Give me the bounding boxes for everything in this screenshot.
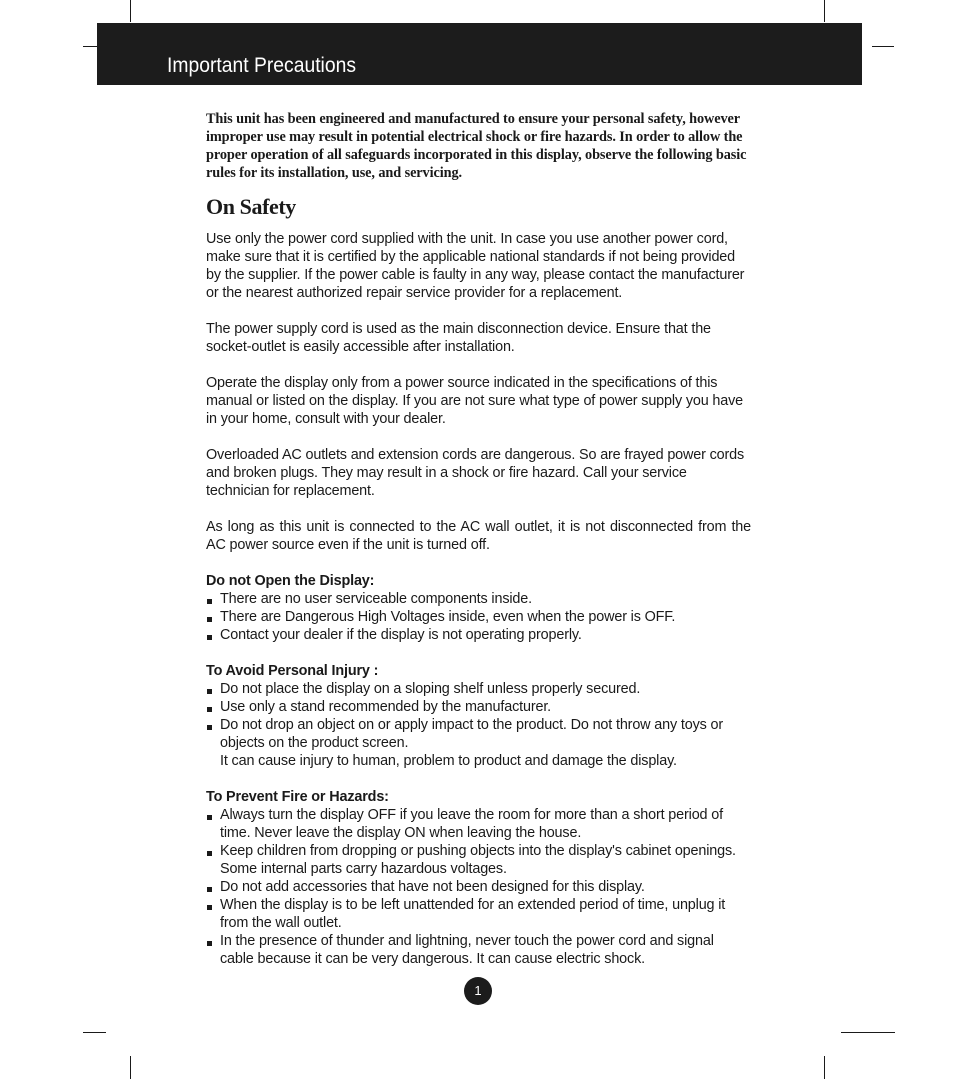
- page-number: 1: [464, 977, 492, 1005]
- crop-mark-bottom-left-v: [130, 1056, 131, 1079]
- crop-mark-bottom-right-v: [824, 1056, 825, 1079]
- safety-paragraph-2: The power supply cord is used as the main disconnection device. Ensure that the socket-outlet is easily accessible after installation.: [206, 321, 711, 355]
- list-item-text: Keep children from dropping or pushing objects into the display's cabinet openings. Some internal parts carry hazardous voltages.: [220, 843, 736, 877]
- list-item: [206, 698, 751, 716]
- list-item: [206, 878, 751, 896]
- bullet-icon: [207, 635, 212, 640]
- intro-paragraph: This unit has been engineered and manufactured to ensure your personal safety, however improper use may result in potential electrical shock or fire hazards. In order to allow the proper operation of all safeguards incorporated in this display, observe the following basic rules for its installation, use, and servicing.: [206, 111, 747, 181]
- content: [206, 110, 751, 968]
- list-item: [206, 590, 751, 608]
- bullet-icon: [207, 887, 212, 892]
- bullet-icon: [207, 707, 212, 712]
- list-item-text: Use only a stand recommended by the manufacturer.: [220, 699, 552, 715]
- subheading-avoid-injury: To Avoid Personal Injury :: [206, 663, 379, 679]
- safety-paragraph-1: Use only the power cord supplied with the unit. In case you use another power cord, make sure that it is certified by the applicable national standards if not being provided by the supplier. If the power cable is faulty in any way, please contact the manufacturer or the nearest authorized repair service provider for a replacement.: [206, 231, 745, 301]
- list-item-text: There are Dangerous High Voltages inside, even when the power is OFF.: [220, 609, 676, 625]
- list-item: [206, 842, 751, 878]
- subheading-do-not-open: Do not Open the Display:: [206, 573, 375, 589]
- list-item-text: Do not place the display on a sloping shelf unless properly secured.: [220, 681, 641, 697]
- list-do-not-open: [206, 590, 751, 644]
- crop-mark-top-right-v: [824, 0, 825, 22]
- crop-mark-top-right-h: [872, 46, 894, 47]
- crop-mark-top-left-v: [130, 0, 131, 22]
- bullet-icon: [207, 599, 212, 604]
- bullet-icon: [207, 815, 212, 820]
- bullet-icon: [207, 689, 212, 694]
- bullet-icon: [207, 905, 212, 910]
- list-avoid-injury: [206, 680, 751, 770]
- page-title: Important Precautions: [167, 54, 357, 77]
- list-item-text: Do not add accessories that have not been designed for this display.: [220, 879, 645, 895]
- crop-mark-bottom-right-h: [841, 1032, 895, 1033]
- list-item-text: There are no user serviceable components inside.: [220, 591, 532, 607]
- section-title: On Safety: [206, 194, 296, 219]
- crop-mark-bottom-left-h: [83, 1032, 106, 1033]
- bullet-icon: [207, 725, 212, 730]
- safety-paragraph-3: Operate the display only from a power source indicated in the specifications of this manual or listed on the display. If you are not sure what type of power supply you have in your home, consult with your dealer.: [206, 375, 744, 427]
- subheading-prevent-fire: To Prevent Fire or Hazards:: [206, 789, 389, 805]
- list-item: [206, 806, 751, 842]
- list-item: [206, 680, 751, 698]
- list-item-note: It can cause injury to human, problem to product and damage the display.: [220, 753, 677, 769]
- crop-mark-top-left-h: [83, 46, 97, 47]
- list-item-text: Do not drop an object on or apply impact to the product. Do not throw any toys or objects on the product screen.: [220, 717, 724, 751]
- list-item-text: In the presence of thunder and lightning, never touch the power cord and signal cable because it can be very dangerous. It can cause electric shock.: [220, 933, 714, 967]
- list-item: [206, 932, 751, 968]
- bullet-icon: [207, 617, 212, 622]
- list-item: [206, 626, 751, 644]
- list-item-text: Always turn the display OFF if you leave the room for more than a short period of time. Never leave the display ON when leaving the house.: [220, 807, 723, 841]
- list-item: [206, 608, 751, 626]
- list-item: [206, 716, 751, 770]
- list-item: [206, 896, 751, 932]
- list-item-text: Contact your dealer if the display is not operating properly.: [220, 627, 582, 643]
- safety-paragraph-4: Overloaded AC outlets and extension cords are dangerous. So are frayed power cords and broken plugs. They may result in a shock or fire hazard. Call your service technician for replacement.: [206, 447, 745, 499]
- bullet-icon: [207, 941, 212, 946]
- safety-paragraph-5: As long as this unit is connected to the AC wall outlet, it is not disconnected from the AC power source even if the unit is turned off.: [206, 519, 751, 553]
- list-prevent-fire: [206, 806, 751, 968]
- bullet-icon: [207, 851, 212, 856]
- header-bar: [97, 23, 862, 85]
- list-item-text: When the display is to be left unattended for an extended period of time, unplug it from the wall outlet.: [220, 897, 726, 931]
